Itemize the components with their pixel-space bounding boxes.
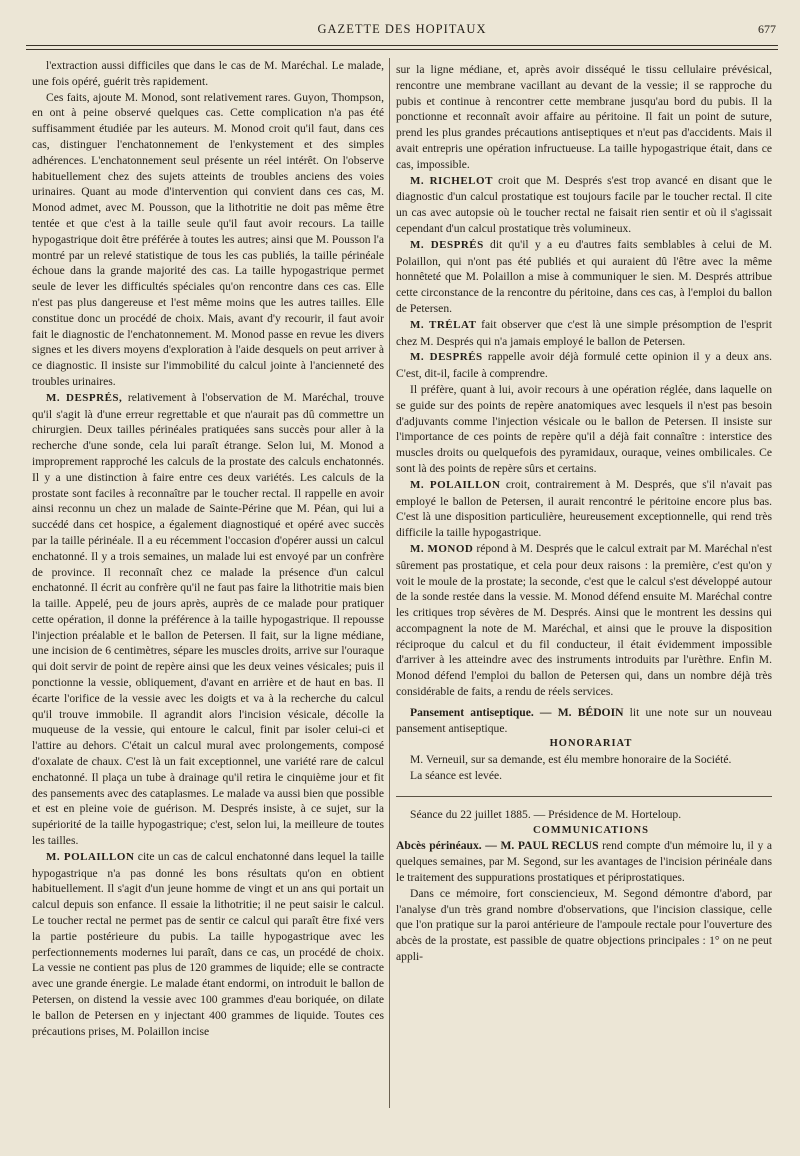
paragraph-text: sur la ligne médiane, et, après avoir disséqué le tissu cellulaire prévésical, rencontre une membrane vacillant au devant de la vessie; il se rapproche du pubis et continue à rencontrer cette membrane jusqu'au bord du pubis. Il la ponctionne et reconnaît avoir affaire au péritoine. Il fait un point de suture, prend les plus grandes précautions antiseptiques et n'eut pas d'accidents. Mais il avait entrepris une opération infructueuse. La taille hypogastrique était, dans ce cas, impossible. xyxy=(396,63,772,171)
paragraph-text: lit une note sur un nouveau pansement antiseptique. xyxy=(396,705,772,735)
page-number: 677 xyxy=(758,22,776,36)
paragraph xyxy=(396,382,772,477)
paragraph xyxy=(396,477,772,541)
paragraph xyxy=(396,768,772,784)
page-header xyxy=(28,22,776,42)
paragraph xyxy=(396,62,772,173)
paragraph-text: Ces faits, ajoute M. Monod, sont relativement rares. Guyon, Thompson, en ont à peine observé quelques cas. Cette complication n'a pas été suffisamment étudiée par les auteurs. M. Monod croit qu'il faut, dans ces cas, distinguer l'enchatonnement de l'enkystement et des simples adhérences. L'enchatonnement seul présente un réel intérêt. On l'observe habituellement chez des sujets atteints de troubles anciens des voies urinaires. Quant au mode d'intervention qui convient dans ces cas, M. Monod admet, avec M. Pousson, que la lithotritie ne doit pas même être tentée et que c'est à la taille seule qu'il faut avoir recours. La taille hypogastrique doit être préférée à toutes les autres; ainsi que M. Pousson l'a montré par un relevé statistique de tous les cas publiés, la taille périnéale échoue dans la grande majorité des cas. La taille hypogastrique permet seule de lever les difficultés spéciales qu'on rencontre dans ces cas. Elle n'est pas plus dangereuse et l'est même moins que les autres tailles. Elle constitue donc un procédé de choix. Mais, avant d'y recourir, il faut avoir fait le diagnostic de l'enchatonnement. M. Monod passe en revue les divers signes et les divers moyens d'exploration à l'aide desquels on peut arriver à ce diagnostic. Il insiste sur l'immobilité du calcul jointe à l'ancienneté des troubles urinaires. xyxy=(32,90,384,388)
paragraph xyxy=(396,237,772,317)
speaker-name: M. RICHELOT xyxy=(410,174,493,187)
paragraph xyxy=(396,317,772,350)
speaker-name: M. DESPRÉS xyxy=(410,351,483,364)
paragraph xyxy=(396,349,772,382)
paragraph xyxy=(396,838,772,885)
paragraph-text: Dans ce mémoire, fort consciencieux, M. Segond démontre d'abord, par l'analyse d'un très grand nombre d'observations, que l'incision classique, celle que l'on pratique sur la paroi antérieure de l'ampoule rectale pour l'ouverture des abcès de la prostate, est passible de quatre objections principales : 1° on ne peut appli- xyxy=(396,886,772,964)
paragraph-text: l'extraction aussi difficiles que dans le cas de M. Maréchal. Le malade, une fois opéré, guérit très rapidement. xyxy=(32,59,384,88)
paragraph-text: croit, contrairement à M. Després, que s'il n'avait pas employé le ballon de Petersen, il aurait rencontré le péritoine encore plus bas. C'est là une disposition particulière, heureusement exceptionnelle, qui rend très difficile la taille hypogastrique. xyxy=(396,477,772,540)
paragraph xyxy=(396,752,772,768)
section-heading: HONORARIAT xyxy=(549,738,633,750)
paragraph xyxy=(32,90,384,390)
paragraph-text: rend compte d'un mémoire lu, il y a quelques semaines, par M. Segond, sur les avantages de l'incision périnéale dans le traitement des suppurations prostatiques et périprostatiques. xyxy=(396,839,772,885)
speaker-name: M. POLAILLON xyxy=(410,478,501,491)
speaker-name: M. MONOD xyxy=(410,542,474,555)
paragraph-text: fait observer que c'est là une simple présomption de l'esprit chez M. Després qui n'a jamais employé le ballon de Petersen. xyxy=(396,317,772,348)
paragraph xyxy=(396,173,772,237)
paragraph xyxy=(396,541,772,700)
paragraph-text: relativement à l'observation de M. Maréchal, trouve qu'il s'agit là d'une erreur regrettable et que n'aurait pas dû commettre un chirurgien. Deux tailles périnéales pratiquées sans succès pour aller à la recherche d'une sonde, cela lui paraît étrange. Selon lui, M. Monod a improprement rapproché les calculs de la prostate des calculs enchatonnés. Il y a une distinction à faire entre ces deux variétés. Les calculs de la prostate sont faciles à reconnaître par le toucher rectal. Il rappelle en avoir ainsi reconnu un chez un malade de Sainte-Périne que M. Péan, qui lui a succédé dans cet hospice, a également diagnostiqué et opéré avec succès par la taille périnéale. Il a eu récemment l'occasion d'opérer aussi un calcul enchatonné. Il y a trois semaines, un malade lui est envoyé par un confrère de province. Il reconnaît chez ce malade la présence d'un calcul enchatonné. Il écrit au confrère qu'il ne faut pas faire la lithotritie mais bien la taille. Appelé, peu de jours après, auprès de ce malade pour pratiquer cette opération, il donne la préférence à la taille hypogastrique. Il repousse l'injection préalable et le ballon de Petersen. Il fait, sur la ligne médiane, une incision de 6 centimètres, sépare les muscles droits, arrive sur l'ouraque qui doit servir de point de repère ainsi que les deux veines vésicales; puis il ponctionne la vessie, obliquement, d'avant en arrière et de haut en bas. Il écarte l'orifice de la vessie avec les doigts et va à la recherche du calcul qu'il trouve immobile. Il agrandit alors l'incision vésicale, décolle la muqueuse de la vessie, qui entoure le calcul, finit par isoler celui-ci et l'attire au dehors. C'était un calcul mural avec prolongements, composé d'oxalate de chaux. C'est là un fait exceptionnel, une variété rare de calcul enchatonné. Il plaça un tube à drainage qu'il retira le cinquième jour et fit des pansements avec des cataplasmes. Le malade va aussi bien que possible et est en pleine voie de guérison. M. Després insiste, à ce sujet, sur la supériorité de la taille hypogastrique; c'est, selon lui, la meilleure de toutes les tailles. xyxy=(32,390,384,848)
journal-title: GAZETTE DES HOPITAUX xyxy=(317,22,487,36)
speaker-name: M. POLAILLON xyxy=(46,850,135,863)
speaker-name: M. DESPRÉS xyxy=(410,238,484,251)
section-rule xyxy=(396,796,772,797)
paragraph-text: répond à M. Després que le calcul extrait par M. Maréchal n'est sûrement pas prostatique, et cela pour deux raisons : la première, c'est qu'on y voit le moule de la prostate; la seconde, c'est que le calcul s'est développé autour de la sonde restée dans la vessie. M. Monod défend ensuite M. Maréchal contre les critiques trop sévères de M. Després. Ainsi que le montrent les dessins qui accompagnent la note de M. Maréchal, et ainsi que le prouve la disposition réciproque du calcul et du fil conducteur, il était évidemment impossible d'arriver à les atteindre avec des instruments introduits par l'urèthre. Enfin M. Monod défend l'emploi du ballon de Petersen qui, dans un nombre déjà très considérable de faits, a rendu de réels services. xyxy=(396,541,773,699)
paragraph xyxy=(396,807,772,823)
speaker-name: M. DESPRÉS, xyxy=(46,391,123,404)
subject-lead: Abcès périnéaux. — M. PAUL RECLUS xyxy=(396,839,599,853)
paragraph xyxy=(396,705,772,737)
paragraph xyxy=(396,886,772,965)
header-rule-thin xyxy=(26,49,778,50)
paragraph-text: M. Verneuil, sur sa demande, est élu membre honoraire de la Société. xyxy=(410,753,732,767)
paragraph xyxy=(32,390,384,849)
speaker-name: M. TRÉLAT xyxy=(410,318,477,331)
left-column xyxy=(32,58,384,1039)
paragraph xyxy=(32,58,384,90)
paragraph-text: rappelle avoir déjà formulé cette opinion il y a deux ans. C'est, dit-il, facile à comprendre. xyxy=(396,350,773,381)
paragraph-text: Il préfère, quant à lui, avoir recours à une opération réglée, dans laquelle on se guide sur des points de repère anatomiques avec lesquels il n'est pas besoin d'adjuvants comme l'injection vésicale ou le ballon de Petersen. Il insiste sur l'importance de ces points de repère qu'il a déjà fait connaître : interstice des muscles droits ou quelquefois des pyramidaux, ouraque, veines ombilicales. Ce sont là des points de repère sûrs et certains. xyxy=(396,382,772,475)
section-heading: COMMUNICATIONS xyxy=(533,824,649,836)
paragraph-text: La séance est levée. xyxy=(410,769,503,783)
paragraph-text: cite un cas de calcul enchatonné dans lequel la taille hypogastrique n'a pas donné les bons résultats qu'on en obtient habituellement. Il s'agit d'un jeune homme de vingt et un ans qui portait un calcul depuis son enfance. Il essaie la lithotritie; il ne peut saisir le calcul. Le toucher rectal ne permet pas de sentir ce calcul qui paraît être fixé vers la partie postérieure du pubis. La taille hypogastrique avec les perfectionnements modernes lui paraît, dans ce cas, un procédé de choix. La vessie ne contient pas plus de 120 grammes de liquide; elle se contracte avec une grande énergie. Le malade étant endormi, on introduit le ballon de Petersen, on distend la vessie avec 100 grammes d'eau boriquée, on dilate le ballon de Petersen en y injectant 400 grammes de liquide. Toutes ces précautions prises, M. Polaillon incise xyxy=(32,849,384,1038)
right-column xyxy=(396,62,772,965)
paragraph-text: dit qu'il y a eu d'autres faits semblables à celui de M. Polaillon, qui n'ont pas été publiés et qui auraient dû l'être avec la même honnêteté que M. Polaillon a mise à communiquer le sien. M. Després attribue cette circonstance de la rencontre du péritoine, dans ces cas, à l'emploi du ballon de Petersen. xyxy=(396,237,772,315)
paragraph xyxy=(32,849,384,1040)
paragraph-text: croit que M. Després s'est trop avancé en disant que le diagnostic d'un calcul prostatique est toujours facile par le toucher rectal. Il cite un cas avec autopsie où le toucher rectal ne faisait rien sentir et où il s'agissait cependant d'un calcul prostatique très volumineux. xyxy=(396,173,772,235)
column-divider xyxy=(389,58,390,1108)
subject-lead: Pansement antiseptique. — M. BÉDOIN xyxy=(410,705,624,719)
paragraph-text: Séance du 22 juillet 1885. — Présidence de M. Horteloup. xyxy=(410,807,682,821)
header-rule-thick xyxy=(26,45,778,46)
